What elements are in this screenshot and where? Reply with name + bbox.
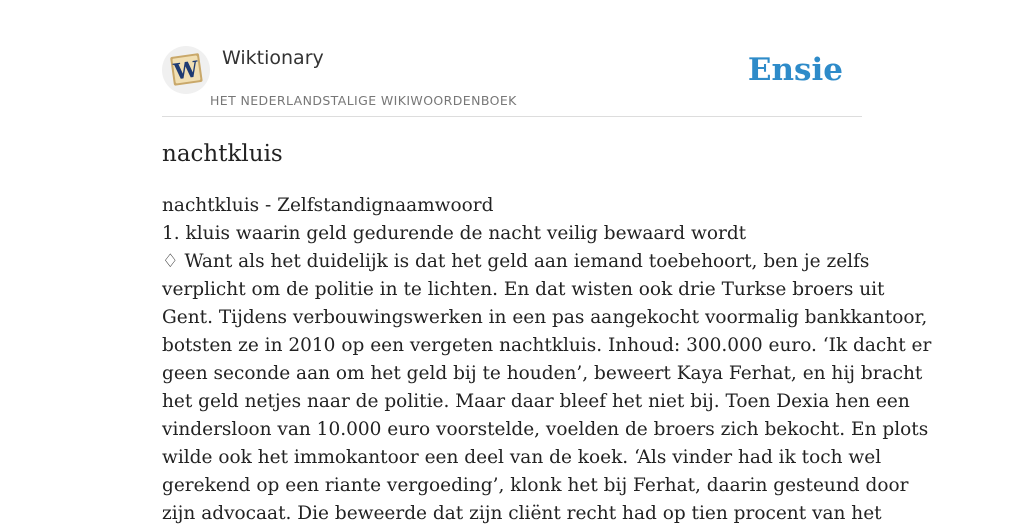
site-name[interactable]: Wiktionary	[222, 47, 324, 69]
entry-line: ♢ Want als het duidelijk is dat het geld aan iemand toebehoort, ben je zelfs	[162, 251, 870, 272]
entry-line: 1. kluis waarin geld gedurende de nacht veilig bewaard wordt	[162, 223, 747, 244]
entry-line: wilde ook het immokantoor een deel van de koek. ‘Als vinder had ik toch wel	[162, 447, 882, 468]
entry-line: botsten ze in 2010 op een vergeten nachtkluis. Inhoud: 300.000 euro. ‘Ik dacht er	[162, 335, 932, 356]
wiktionary-logo-graphic	[162, 46, 210, 94]
entry-line: vindersloon van 10.000 euro voorstelde, voelden de broers zich bekocht. En plots	[162, 419, 929, 440]
site-header	[162, 40, 862, 117]
entry-line: verplicht om de politie in te lichten. En dat wisten ook drie Turkse broers uit	[162, 279, 885, 300]
site-tagline: HET NEDERLANDSTALIGE WIKIWOORDENBOEK	[210, 93, 517, 108]
entry-content	[162, 192, 932, 528]
entry-line: Gent. Tijdens verbouwingswerken in een pas aangekocht voormalig bankkantoor,	[162, 307, 928, 328]
logo-letter: W	[172, 56, 201, 86]
wiktionary-logo-icon[interactable]	[162, 46, 210, 94]
entry-line: nachtkluis - Zelfstandignaamwoord	[162, 195, 494, 216]
entry-line: het geld netjes naar de politie. Maar daar bleef het niet bij. Toen Dexia hen een	[162, 391, 910, 412]
entry-line: geen seconde aan om het geld bij te houden’, beweert Kaya Ferhat, en hij bracht	[162, 363, 923, 384]
ensie-brand-logo[interactable]: Ensie	[747, 52, 843, 88]
entry-line: zijn advocaat. Die beweerde dat zijn cliënt recht had op tien procent van het	[162, 503, 882, 524]
entry-line: gerekend op een riante vergoeding’, klonk het bij Ferhat, daarin gesteund door	[162, 475, 909, 496]
page-title: nachtkluis	[162, 141, 283, 167]
